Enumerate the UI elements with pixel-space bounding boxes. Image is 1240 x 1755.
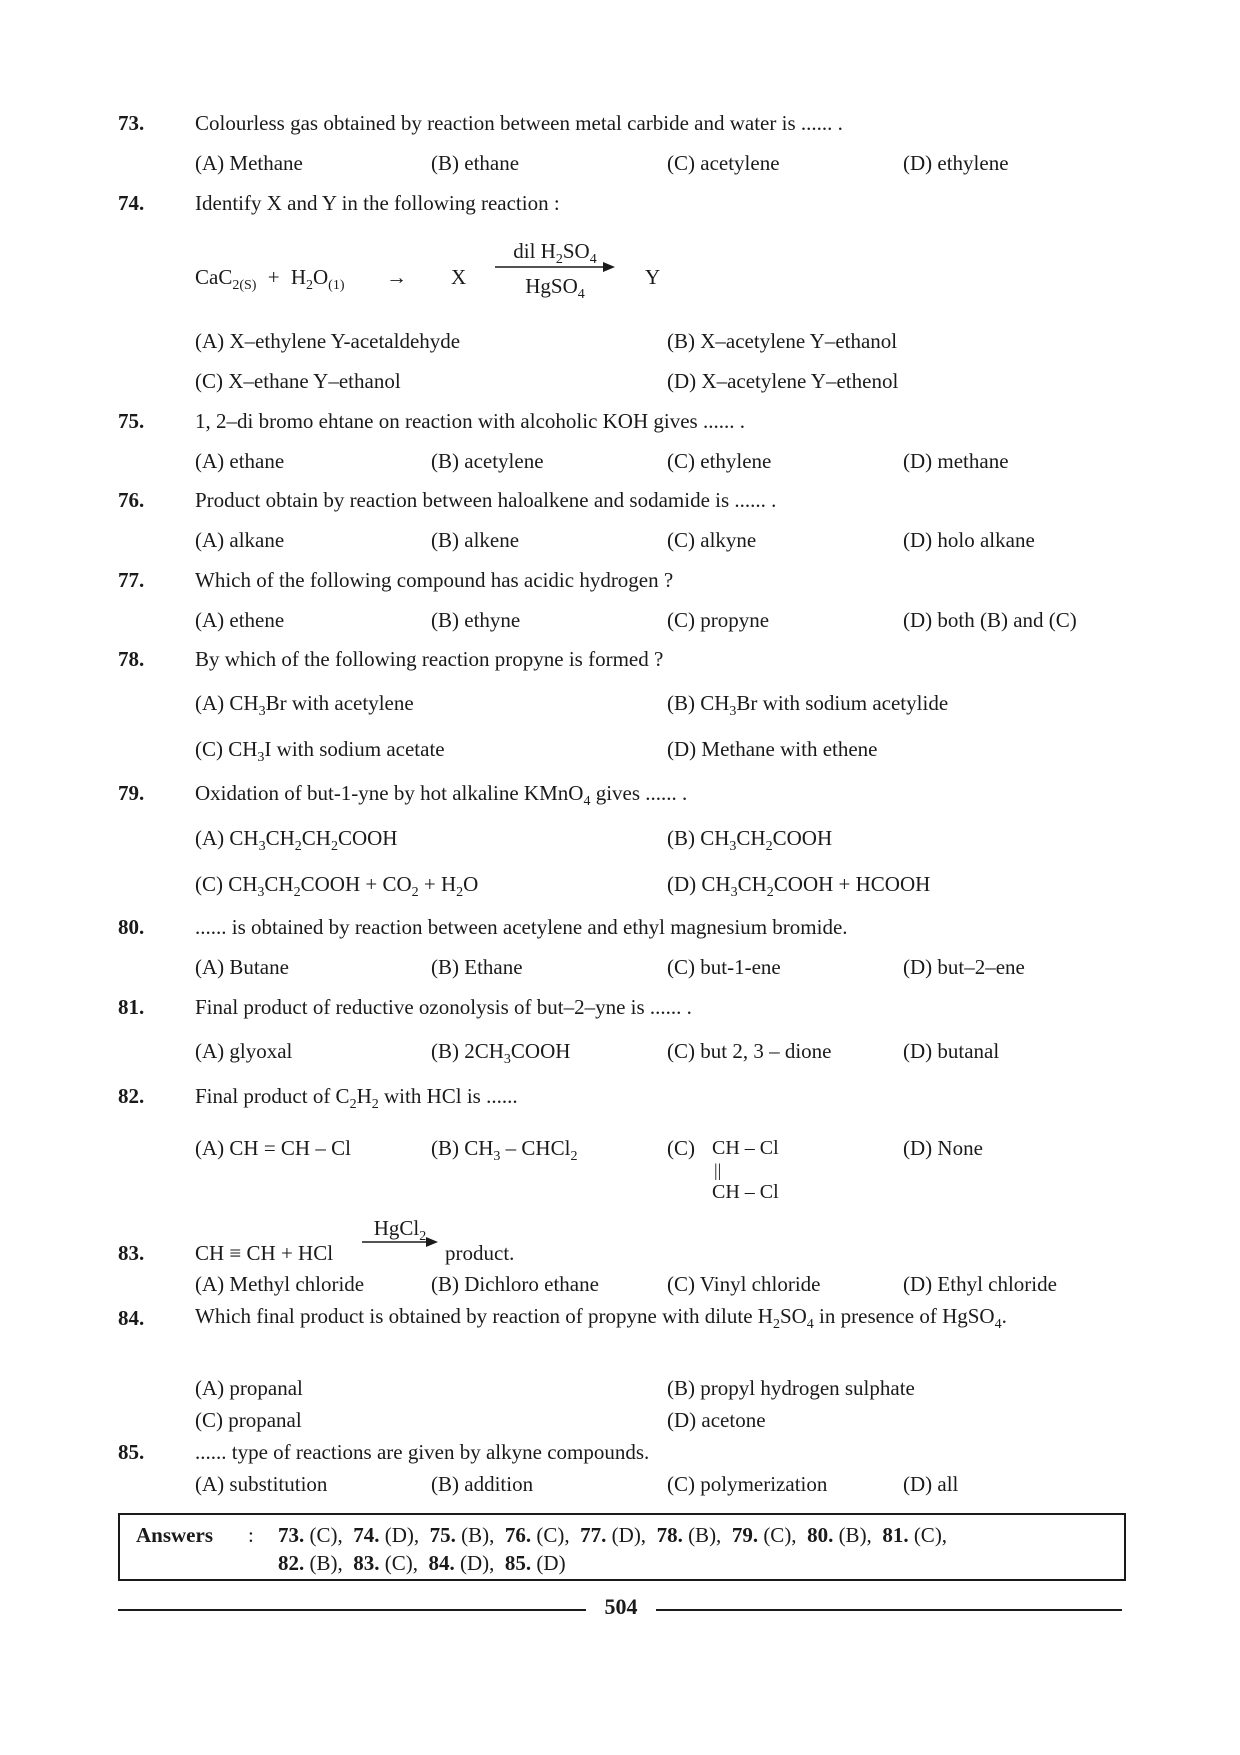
option-d: (D) methane [903,449,1009,473]
question-number: 78. [118,647,145,671]
option-d: (D) all [903,1472,959,1496]
option-b: (B) Dichloro ethane [431,1272,599,1296]
question-number: 74. [118,191,145,215]
option-d: (D) but–2–ene [903,955,1025,979]
option-a: (A) Methyl chloride [195,1272,365,1296]
answers-label: Answers [136,1523,213,1547]
question-text: Product obtain by reaction between haloalkene and sodamide is ...... . [195,488,777,512]
options [195,1136,1130,1216]
options-row-2 [195,1408,1130,1438]
question-number: 79. [118,781,145,805]
option-c: (C) acetylene [667,151,780,175]
question-number: 84. [118,1306,145,1330]
option-a: (A) propanal [195,1376,303,1400]
answers-line-2: 82. (B), 83. (C), 84. (D), 85. (D) [278,1551,566,1575]
options [195,1472,1130,1502]
option-a: (A) $CH_3CH_2CH_2COOH$ [195,826,398,854]
options [195,1272,1130,1302]
product-y: Y [645,265,661,289]
option-c: (C) propyne [667,608,770,632]
option-c: (C) Vinyl chloride [667,1272,821,1296]
option-a: (A) $CH_3Br$ with acetylene [195,691,414,719]
page-number: 504 [604,1594,638,1619]
question-number: 85. [118,1440,145,1464]
catalyst-arrow: HgCl$_2$ [362,1216,438,1247]
question-text: Identify X and Y in the following reaction : [195,191,560,215]
catalyst-arrow [495,239,615,302]
option-b: (B) $CH_3$ – CHCl$_2$ [431,1136,578,1164]
footer-rule-right [656,1609,1122,1611]
answers-colon: : [248,1523,254,1547]
option-b: (B) Ethane [431,955,523,979]
option-b: (B) propyl hydrogen sulphate [667,1376,915,1400]
reaction-arrow: → [386,265,407,289]
options [195,955,1130,985]
option-b: (B) addition [431,1472,534,1496]
option-b: (B) acetylene [431,449,544,473]
options [195,151,1130,181]
option-c: (C) CH – Cl || CH – Cl [667,1136,779,1203]
question-text: Oxidation of but-1-yne by hot alkaline KMnO$_4$ gives ...... . [195,781,688,809]
option-d: (D) ethylene [903,151,1009,175]
arrow-top-label: dil $H_2SO_4$ [513,239,597,267]
option-a: (A) glyoxal [195,1039,293,1063]
option-b: (B) X–acetylene Y–ethanol [667,329,898,353]
option-c: (C) $CH_3I$ with sodium acetate [195,737,445,765]
reaction-product: product. [445,1241,515,1265]
option-a: (A) ethane [195,449,285,473]
question-text: Colourless gas obtained by reaction between metal carbide and water is ...... . [195,111,843,135]
question-number: 73. [118,111,145,135]
option-b: (B) $CH_3Br$ with sodium acetylide [667,691,949,719]
question-number: 76. [118,488,145,512]
option-a: (A) ethene [195,608,285,632]
question-text: Which of the following compound has acidic hydrogen ? [195,568,674,592]
options [195,449,1130,479]
answers-line-1: 73. (C), 74. (D), 75. (B), 76. (C), 77. (D), 78. (B), 79. (C), 80. (B), 81. (C), [278,1523,948,1547]
option-d: (D) both (B) and (C) [903,608,1077,632]
option-a: (A) X–ethylene Y-acetaldehyde [195,329,461,353]
question-number: 80. [118,915,145,939]
option-c: (C) polymerization [667,1472,828,1496]
dichloroethene-structure: CH – Cl || CH – Cl [712,1137,779,1203]
option-c: (C) but-1-ene [667,955,781,979]
option-a: (A) Butane [195,955,289,979]
option-d: (D) None [903,1136,983,1160]
option-d: (D) butanal [903,1039,1000,1063]
option-b: (B) alkene [431,528,520,552]
option-c: (C) ethylene [667,449,772,473]
option-a: (A) CH = CH – Cl [195,1136,351,1160]
option-a: (A) substitution [195,1472,328,1496]
option-a: (A) Methane [195,151,303,175]
options [195,608,1130,638]
option-d: (D) $CH_3CH_2COOH$ + HCOOH [667,872,931,900]
question-number: 82. [118,1084,145,1108]
options-row-2 [195,737,1130,767]
options-row-2 [195,369,1130,399]
reactant-cac2: CaC [195,265,233,289]
question-text: Final product of $C_2H_2$ with HCl is ...... [195,1084,518,1112]
option-b: (B) ethyne [431,608,521,632]
option-c: (C) propanal [195,1408,302,1432]
arrow-bottom-label: HgSO$_4$ [525,274,585,302]
question-number: 83. [118,1241,145,1265]
options [195,1039,1130,1069]
footer-rule-left [118,1609,586,1611]
question-number: 75. [118,409,145,433]
option-c: (C) alkyne [667,528,757,552]
question-text: CH ≡ CH + HCl [195,1241,334,1265]
option-d: (D) acetone [667,1408,766,1432]
options-row-1 [195,329,1130,359]
question-text: ...... type of reactions are given by alkyne compounds. [195,1440,650,1464]
options-row-1 [195,691,1130,721]
option-b: (B) $2CH_3COOH$ [431,1039,571,1067]
option-d: (D) X–acetylene Y–ethenol [667,369,899,393]
question-text: ...... is obtained by reaction between acetylene and ethyl magnesium bromide. [195,915,848,939]
question-text: Which final product is obtained by reaction of propyne with dilute $H_2SO_4$ in presence of HgSO$_4$. [195,1304,1007,1332]
option-a: (A) alkane [195,528,285,552]
question-text: Final product of reductive ozonolysis of but–2–yne is ...... . [195,995,692,1019]
question-text: 1, 2–di bromo ehtane on reaction with alcoholic KOH gives ...... . [195,409,745,433]
product-x: X [451,265,467,289]
question-number: 77. [118,568,145,592]
question-number: 81. [118,995,145,1019]
options-row-1 [195,1376,1130,1406]
reactant-water: H [290,265,306,289]
option-d: (D) Methane with ethene [667,737,878,761]
option-c: (C) $CH_3CH_2COOH + CO_2 + H_2O$ [195,872,479,900]
options-row-2 [195,872,1130,902]
answer-key-box [118,1513,1126,1581]
option-d: (D) Ethyl chloride [903,1272,1057,1296]
options-row-1 [195,826,1130,856]
option-b: (B) $CH_3CH_2COOH$ [667,826,833,854]
option-b: (B) ethane [431,151,520,175]
option-c: (C) X–ethane Y–ethanol [195,369,401,393]
options [195,528,1130,558]
option-d: (D) holo alkane [903,528,1035,552]
option-c: (C) but 2, 3 – dione [667,1039,832,1063]
reaction-equation: $CaC_{2(S)} + H_2O_{(1)}$ [195,265,345,293]
question-text: By which of the following reaction propyne is formed ? [195,647,664,671]
